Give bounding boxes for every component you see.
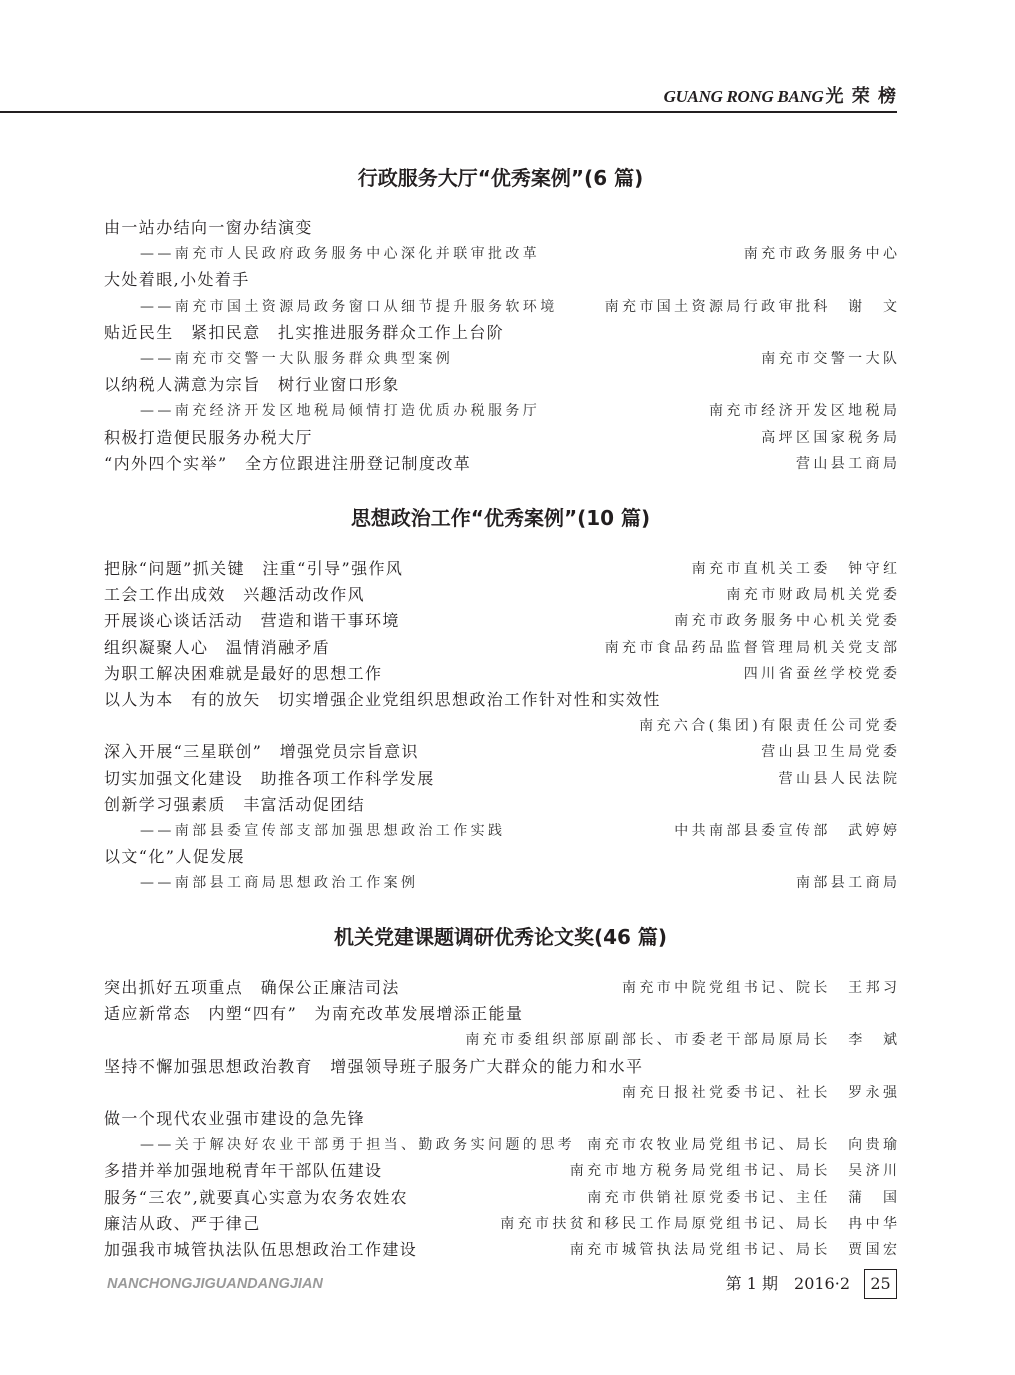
entry-title: 大处着眼,小处着手	[104, 270, 250, 290]
entry-row	[104, 661, 901, 687]
entry-row	[104, 425, 901, 451]
entry-title: 廉洁从政、严于律己	[104, 1213, 261, 1233]
entry-author: 南充市直机关工委 钟守红	[691, 561, 901, 577]
entry-row	[104, 713, 901, 739]
entry-title: 做一个现代农业强市建设的急先锋	[104, 1108, 366, 1128]
entry-row	[104, 1080, 901, 1106]
entry-author: 南充市中院党组书记、院长 王邦习	[621, 980, 901, 996]
entry-title: 工会工作出成效 兴趣活动改作风	[104, 585, 366, 605]
entry-author: 营山县人民法院	[778, 770, 901, 787]
entry-row	[104, 1211, 901, 1237]
entry-author: 南充市交警一大队	[761, 350, 901, 367]
entry-row	[104, 215, 897, 241]
section-list	[104, 975, 901, 1263]
entry-row	[104, 608, 901, 634]
entry-author: 南部县工商局	[795, 875, 901, 892]
entry-title: 积极打造便民服务办税大厅	[104, 427, 313, 447]
entry-row	[104, 1237, 901, 1263]
entry-title: 多措并举加强地税青年干部队伍建设	[104, 1161, 383, 1181]
entry-title: 深入开展“三星联创” 增强党员宗旨意识	[104, 742, 419, 762]
section-list	[104, 215, 901, 477]
running-header	[664, 84, 897, 110]
entry-row	[104, 398, 901, 424]
entry-row	[104, 687, 897, 713]
entry-row	[104, 792, 897, 818]
entry-row	[104, 1185, 901, 1211]
entry-title: 为职工解决困难就是最好的思想工作	[104, 663, 383, 683]
entry-row	[104, 556, 901, 582]
footer-journal-name: NANCHONGJIGUANDANGJIAN	[107, 1276, 323, 1292]
entry-title: 以文“化”人促发展	[104, 847, 245, 867]
entry-title: “内外四个实举” 全方位跟进注册登记制度改革	[104, 453, 472, 473]
entry-title: 加强我市城管执法队伍思想政治工作建设	[104, 1239, 418, 1259]
entry-subtitle: ——关于解决好农业干部勇于担当、勤政务实问题的思考	[140, 1137, 575, 1154]
entry-author: 南充日报社党委书记、社长 罗永强	[621, 1084, 901, 1101]
entry-title: 坚持不懈加强思想政治教育 增强领导班子服务广大群众的能力和水平	[104, 1056, 644, 1076]
entry-author: 南充市扶贫和移民工作局原党组书记、局长 冉中华	[500, 1215, 901, 1232]
entry-row	[104, 267, 897, 293]
entry-row	[104, 1158, 901, 1184]
entry-subtitle: ——南充市交警一大队服务群众典型案例	[140, 350, 454, 367]
entry-title: 由一站办结向一窗办结演变	[104, 218, 313, 237]
entry-author: 南充市农牧业局党组书记、局长 向贵瑜	[587, 1137, 901, 1154]
entry-title: 突出抓好五项重点 确保公正廉洁司法	[104, 978, 400, 997]
entry-row	[104, 294, 901, 320]
entry-title: 把脉“问题”抓关键 注重“引导”强作风	[104, 559, 404, 578]
entry-author: 营山县卫生局党委	[761, 744, 901, 761]
entry-row	[104, 582, 901, 608]
entry-author: 南充市国土资源局行政审批科 谢 文	[604, 298, 901, 315]
entry-title: 以纳税人满意为宗旨 树行业窗口形象	[104, 375, 400, 395]
entry-row	[104, 1001, 897, 1027]
header-rule	[0, 111, 897, 113]
page-number: 25	[864, 1269, 897, 1299]
entry-row	[104, 320, 897, 346]
header-title-latin: GUANG RONG BANG	[663, 87, 824, 106]
entry-title: 开展谈心谈话活动 营造和谐干事环境	[104, 611, 400, 631]
entry-subtitle: ——南充市人民政府政务服务中心深化并联审批改革	[140, 246, 541, 263]
entry-row	[104, 635, 901, 661]
header-title-cn: 光 荣 榜	[825, 86, 897, 107]
entry-subtitle: ——南充经济开发区地税局倾情打造优质办税服务厅	[140, 403, 541, 420]
entry-author: 南充市地方税务局党组书记、局长 吴济川	[569, 1163, 901, 1180]
entry-author: 营山县工商局	[795, 455, 901, 472]
entry-row	[104, 372, 897, 398]
entry-subtitle: ——南部县工商局思想政治工作案例	[140, 875, 419, 892]
section-title: 思想政治工作“优秀案例”(10 篇)	[350, 506, 651, 530]
entry-title: 创新学习强素质 丰富活动促团结	[104, 794, 366, 814]
entry-row	[104, 1027, 901, 1053]
entry-title: 以人为本 有的放矢 切实增强企业党组织思想政治工作针对性和实效性	[104, 689, 661, 709]
entry-author: 南充市委组织部原副部长、市委老干部局原局长 李 斌	[465, 1032, 901, 1049]
footer-issue: 第 1 期 2016·2	[725, 1274, 850, 1293]
entry-row	[104, 844, 897, 870]
entry-title: 贴近民生 紧扣民意 扎实推进服务群众工作上台阶	[104, 322, 505, 342]
entry-author: 南充市政务服务中心	[743, 246, 901, 263]
section-title: 机关党建课题调研优秀论文奖(46 篇)	[333, 925, 668, 949]
entry-subtitle: ——南充市国土资源局政务窗口从细节提升服务软环境	[140, 298, 558, 315]
entry-row	[104, 1106, 897, 1132]
entry-row	[104, 346, 901, 372]
entry-author: 南充市财政局机关党委	[726, 587, 901, 604]
entry-author: 高坪区国家税务局	[761, 429, 901, 446]
entry-author: 南充市经济开发区地税局	[708, 403, 901, 420]
entry-author: 南充市食品药品监督管理局机关党支部	[604, 639, 901, 656]
entry-author: 四川省蚕丝学校党委	[743, 665, 901, 682]
entry-title: 组织凝聚人心 温情消融矛盾	[104, 637, 331, 657]
entry-author: 南充市城管执法局党组书记、局长 贾国宏	[569, 1241, 901, 1258]
section-title: 行政服务大厅“优秀案例”(6 篇)	[357, 166, 644, 190]
entry-row	[104, 1054, 897, 1080]
entry-row	[104, 1132, 901, 1158]
entry-author: 中共南部县委宣传部 武婷婷	[674, 822, 901, 839]
section-list	[104, 556, 901, 896]
entry-row	[104, 739, 901, 765]
entry-row	[104, 766, 901, 792]
entry-author: 南充市政务服务中心机关党委	[674, 613, 901, 630]
entry-row	[104, 451, 901, 477]
entry-author: 南充市供销社原党委书记、主任 蒲 国	[587, 1189, 901, 1206]
entry-row	[104, 241, 901, 267]
entry-title: 适应新常态 内塑“四有” 为南充改革发展增添正能量	[104, 1004, 524, 1024]
entry-row	[104, 818, 901, 844]
entry-subtitle: ——南部县委宣传部支部加强思想政治工作实践	[140, 822, 506, 839]
entry-title: 切实加强文化建设 助推各项工作科学发展	[104, 768, 435, 788]
entry-author: 南充六合(集团)有限责任公司党委	[639, 718, 901, 735]
entry-row	[104, 975, 901, 1001]
entry-title: 服务“三农”,就要真心实意为农务农姓农	[104, 1187, 409, 1207]
entry-row	[104, 870, 901, 896]
